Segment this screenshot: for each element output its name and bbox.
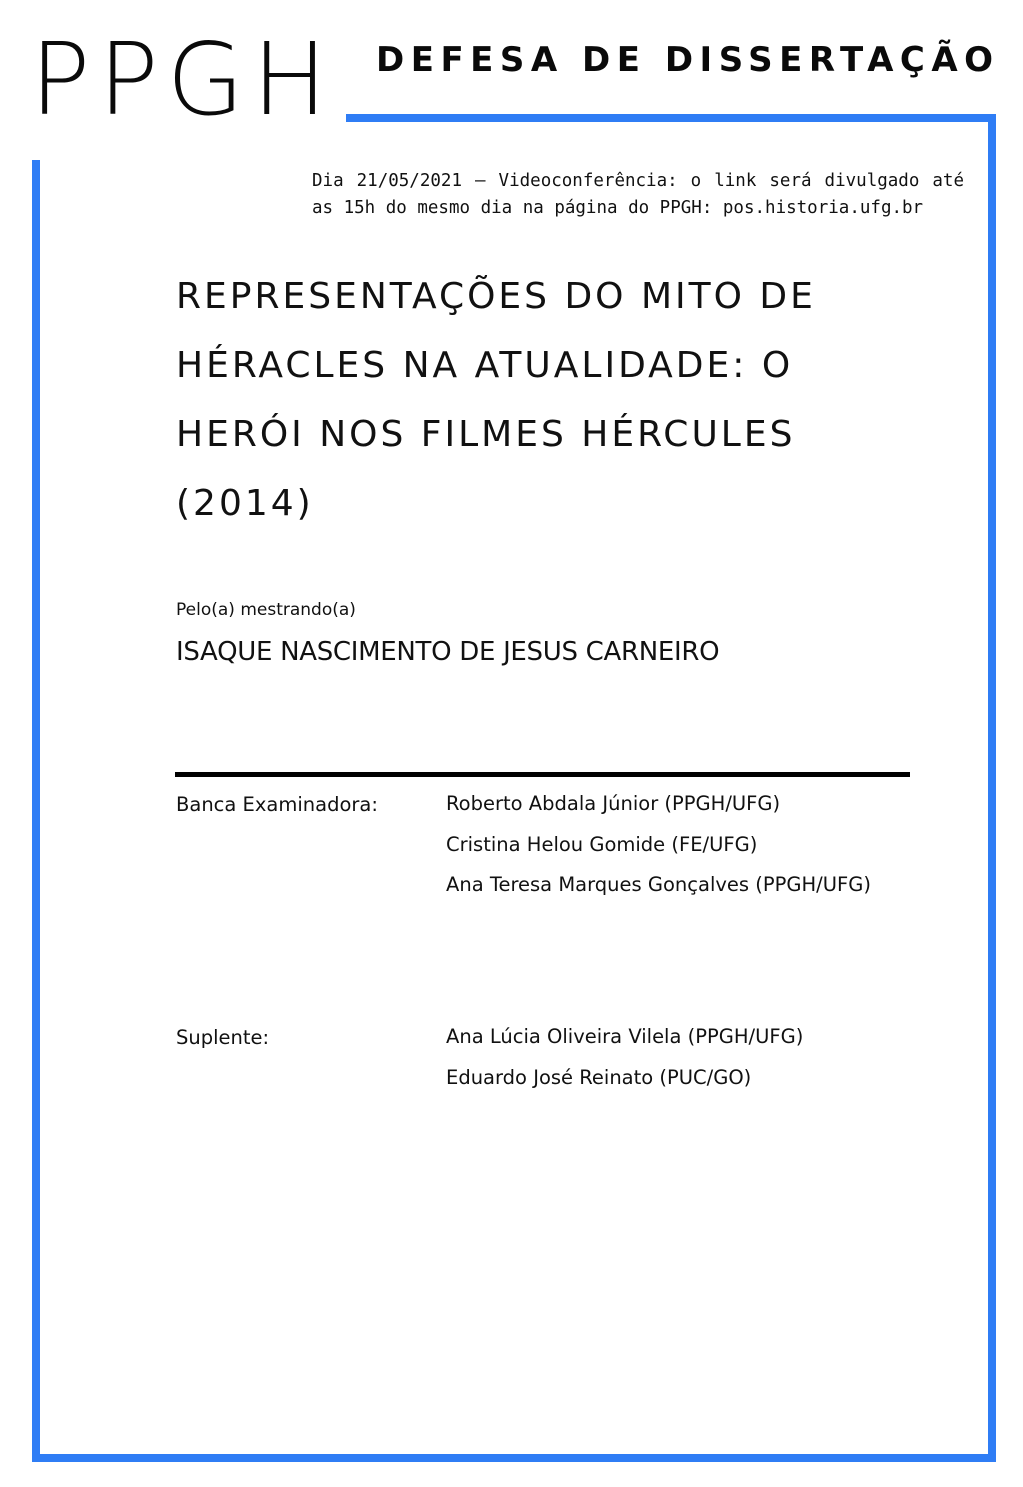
frame-border-right [988, 114, 996, 1462]
alternate-member: Ana Lúcia Oliveira Vilela (PPGH/UFG) [446, 1025, 804, 1048]
board-member: Roberto Abdala Júnior (PPGH/UFG) [446, 792, 781, 815]
frame-border-bottom [32, 1454, 996, 1462]
event-info: Dia 21/05/2021 – Videoconferência: o link será divulgado até as 15h do mesmo dia na página do PPGH: pos.historia.ufg.br [312, 171, 964, 218]
alternate-member-list [446, 1017, 803, 1098]
title-line: (2014) [176, 483, 314, 524]
frame-border-left [32, 160, 40, 1462]
ppgh-logo: PPGH [30, 21, 336, 138]
candidate-label: Pelo(a) mestrando(a) [176, 600, 356, 620]
board-member: Ana Teresa Marques Gonçalves (PPGH/UFG) [446, 873, 871, 896]
alternates-label: Suplente: [176, 1026, 270, 1049]
dissertation-title [176, 262, 896, 538]
title-line: HERÓI NOS FILMES HÉRCULES [176, 414, 796, 455]
board-member-list [446, 784, 871, 906]
frame-border-top [346, 114, 996, 122]
title-line: HÉRACLES NA ATUALIDADE: O [176, 345, 794, 386]
alternate-member: Eduardo José Reinato (PUC/GO) [446, 1065, 752, 1089]
document-type-heading: DEFESA DE DISSERTAÇÃO [376, 40, 1000, 80]
candidate-name: ISAQUE NASCIMENTO DE JESUS CARNEIRO [176, 637, 720, 667]
board-member: Cristina Helou Gomide (FE/UFG) [446, 832, 758, 856]
board-label: Banca Examinadora: [176, 793, 378, 816]
title-line: REPRESENTAÇÕES DO MITO DE [176, 276, 816, 317]
section-divider [175, 772, 910, 777]
